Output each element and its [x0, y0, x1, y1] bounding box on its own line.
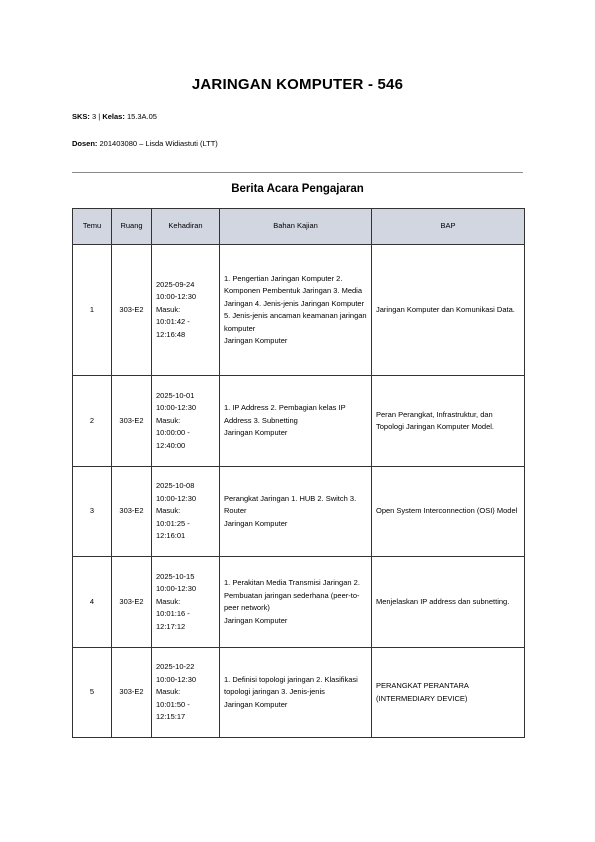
divider	[72, 172, 523, 173]
cell-bahan-kajian: 1. Perakitan Media Transmisi Jaringan 2. Pembuatan jaringan sederhana (peer-to- peer network) Jaringan Komputer	[220, 557, 372, 648]
cell-temu: 2	[73, 376, 112, 467]
dosen-line	[72, 139, 218, 148]
table-row	[73, 557, 525, 648]
cell-bap: Menjelaskan IP address dan subnetting.	[372, 557, 525, 648]
cell-bahan-kajian: 1. Definisi topologi jaringan 2. Klasifikasi topologi jaringan 3. Jenis-jenis Jaringan Komputer	[220, 648, 372, 738]
cell-kehadiran: 2025-09-24 10:00-12:30 Masuk: 10:01:42 - 12:16:48	[152, 245, 220, 376]
cell-temu: 5	[73, 648, 112, 738]
sks-value: 3	[92, 112, 97, 121]
cell-bahan-kajian: Perangkat Jaringan 1. HUB 2. Switch 3. Router Jaringan Komputer	[220, 467, 372, 557]
cell-kehadiran: 2025-10-08 10:00-12:30 Masuk: 10:01:25 - 12:16:01	[152, 467, 220, 557]
separator: |	[98, 112, 101, 121]
dosen-value: 201403080 – Lisda Widiastuti (LTT)	[99, 139, 218, 148]
cell-bap: Open System Interconnection (OSI) Model	[372, 467, 525, 557]
sks-kelas-line	[72, 112, 157, 121]
header-bap: BAP	[372, 209, 525, 245]
table-row	[73, 376, 525, 467]
cell-ruang: 303-E2	[112, 467, 152, 557]
cell-bap: Peran Perangkat, Infrastruktur, dan Topologi Jaringan Komputer Model.	[372, 376, 525, 467]
header-bahan-kajian: Bahan Kajian	[220, 209, 372, 245]
page-title: JARINGAN KOMPUTER - 546	[191, 76, 404, 93]
cell-kehadiran: 2025-10-15 10:00-12:30 Masuk: 10:01:16 - 12:17:12	[152, 557, 220, 648]
dosen-label: Dosen:	[72, 139, 98, 148]
header-kehadiran: Kehadiran	[152, 209, 220, 245]
cell-temu: 1	[73, 245, 112, 376]
cell-ruang: 303-E2	[112, 376, 152, 467]
table-header-row	[73, 209, 525, 245]
cell-kehadiran: 2025-10-01 10:00-12:30 Masuk: 10:00:00 - 12:40:00	[152, 376, 220, 467]
cell-bap: Jaringan Komputer dan Komunikasi Data.	[372, 245, 525, 376]
kelas-value: 15.3A.05	[126, 112, 157, 121]
cell-ruang: 303-E2	[112, 245, 152, 376]
table-row	[73, 467, 525, 557]
cell-kehadiran: 2025-10-22 10:00-12:30 Masuk: 10:01:50 - 12:15:17	[152, 648, 220, 738]
section-title: Berita Acara Pengajaran	[231, 183, 364, 195]
table-row	[73, 648, 525, 738]
cell-ruang: 303-E2	[112, 557, 152, 648]
bap-table	[72, 208, 525, 738]
cell-temu: 3	[73, 467, 112, 557]
table-row	[73, 245, 525, 376]
cell-ruang: 303-E2	[112, 648, 152, 738]
cell-temu: 4	[73, 557, 112, 648]
kelas-label: Kelas:	[102, 112, 125, 121]
cell-bap: PERANGKAT PERANTARA (INTERMEDIARY DEVICE)	[372, 648, 525, 738]
cell-bahan-kajian: 1. IP Address 2. Pembagian kelas IP Address 3. Subnetting Jaringan Komputer	[220, 376, 372, 467]
header-ruang: Ruang	[112, 209, 152, 245]
header-temu: Temu	[73, 209, 112, 245]
sks-label: SKS:	[72, 112, 90, 121]
cell-bahan-kajian: 1. Pengertian Jaringan Komputer 2. Komponen Pembentuk Jaringan 3. Media Jaringan 4. Jenis-jenis Jaringan Komputer 5. Jenis-jenis ancaman keamanan jaringan komputer Jaringan Komputer	[220, 245, 372, 376]
